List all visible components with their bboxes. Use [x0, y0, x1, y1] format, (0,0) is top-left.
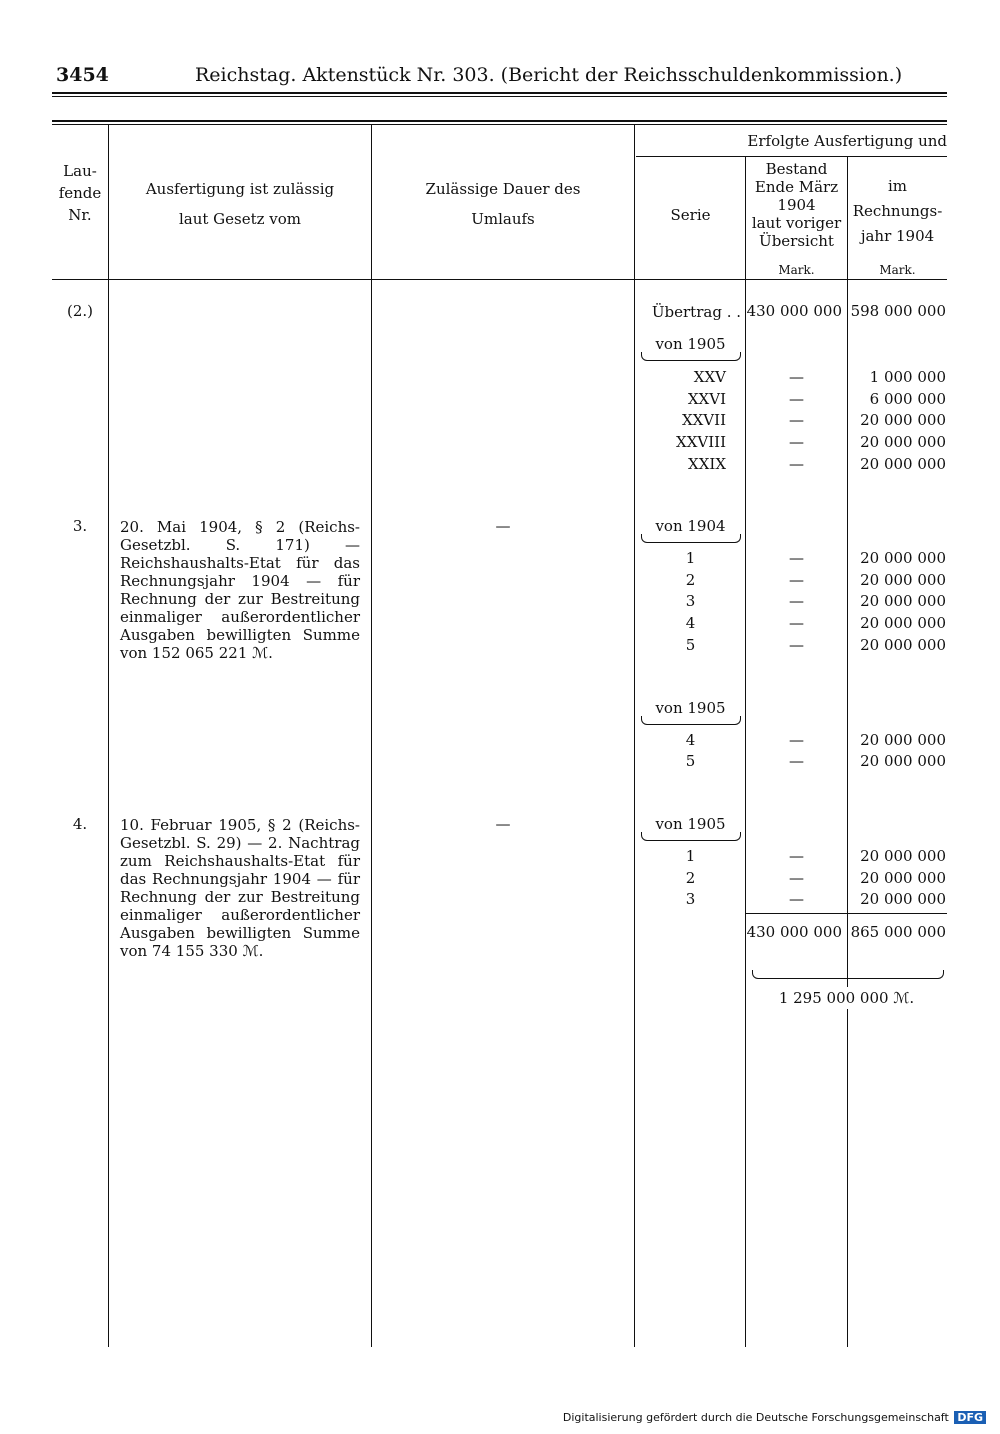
uebertrag-bestand: 430 000 000: [746, 302, 842, 320]
header-gesetz: Ausfertigung ist zulässig laut Gesetz vom: [145, 180, 335, 228]
jahr-value: 20 000 000: [860, 411, 946, 429]
serie-value: 1: [685, 847, 696, 865]
brace: [641, 534, 741, 543]
header-rechnungsjahr: im Rechnungs- jahr 1904: [852, 177, 943, 245]
jahr-value: 20 000 000: [860, 869, 946, 887]
serie-value: 2: [685, 869, 696, 887]
jahr-value: 1 000 000: [869, 368, 946, 386]
von-year: von 1904: [655, 517, 726, 535]
bestand-value: —: [789, 847, 804, 865]
bestand-value: —: [789, 636, 804, 654]
header-lfd-nr: Lau- fende Nr.: [58, 162, 102, 224]
serie-value: XXVI: [687, 390, 726, 408]
jahr-value: 20 000 000: [860, 433, 946, 451]
jahr-value: 20 000 000: [860, 571, 946, 589]
dfg-logo: DFG: [954, 1411, 986, 1424]
table-top-rule: [52, 120, 947, 122]
serie-value: 4: [685, 731, 696, 749]
bestand-value: —: [789, 592, 804, 610]
header-rule-thin: [52, 96, 947, 97]
total-brace: [752, 970, 944, 979]
serie-value: 2: [685, 571, 696, 589]
serie-value: XXV: [693, 368, 726, 386]
bestand-value: —: [789, 433, 804, 451]
von-year: von 1905: [655, 335, 726, 353]
jahr-value: 20 000 000: [860, 549, 946, 567]
running-title: Reichstag. Aktenstück Nr. 303. (Bericht der Reichsschuldenkommission.): [195, 64, 903, 86]
bestand-value: —: [789, 411, 804, 429]
bestand-value: —: [789, 455, 804, 473]
col-divider-3: [634, 124, 635, 1347]
serie-value: XXVII: [681, 411, 726, 429]
bestand-value: —: [789, 731, 804, 749]
jahr-value: 20 000 000: [860, 636, 946, 654]
jahr-value: 20 000 000: [860, 592, 946, 610]
serie-value: 5: [685, 752, 696, 770]
grand-total: 1 295 000 000 ℳ.: [746, 987, 947, 1009]
law-reference: 10. Februar 1905, § 2 (Reichs-Gesetzbl. S. 29) — 2. Nachtrag zum Reichshaushalts-Etat für das Rechnungsjahr 1904 — für Rechnung der zur Bestreitung einmaliger außerordentlicher Ausgaben bewilligten Summe von 74 155 330 ℳ.: [120, 816, 360, 960]
jahr-value: 20 000 000: [860, 614, 946, 632]
serie-value: 3: [685, 592, 696, 610]
law-reference: 20. Mai 1904, § 2 (Reichs-Gesetzbl. S. 171) — Reichshaushalts-Etat für das Rechnungsjahr 1904 — für Rechnung der zur Bestreitung einmaliger außerordentlicher Ausgaben bewilligten Summe von 152 065 221 ℳ.: [120, 518, 360, 662]
unit-label-bestand: Mark.: [778, 263, 815, 277]
bestand-value: —: [789, 390, 804, 408]
bestand-value: —: [789, 614, 804, 632]
bestand-value: —: [789, 869, 804, 887]
serie-value: XXIX: [688, 455, 726, 473]
col-divider-1: [108, 124, 109, 1347]
brace: [641, 352, 741, 361]
brace: [641, 832, 741, 841]
jahr-value: 20 000 000: [860, 455, 946, 473]
header-rule: [52, 92, 947, 94]
header-serie: Serie: [670, 206, 711, 224]
serie-value: 4: [685, 614, 696, 632]
serie-value: 5: [685, 636, 696, 654]
footer-text: Digitalisierung gefördert durch die Deutsche Forschungsgemeinschaft: [562, 1411, 949, 1424]
digitization-credit: [563, 1411, 986, 1424]
unit-label-jahr: Mark.: [879, 263, 916, 277]
header-group: Erfolgte Ausfertigung und: [747, 132, 947, 150]
header-bestand: Bestand Ende März 1904 laut voriger Übersicht: [751, 160, 842, 250]
total-jahr: 865 000 000: [850, 923, 946, 941]
group-rule: [636, 156, 947, 157]
serie-value: 1: [685, 549, 696, 567]
page-number: 3454: [56, 64, 109, 86]
header-dauer: Zulässige Dauer des Umlaufs: [425, 180, 581, 228]
jahr-value: 20 000 000: [860, 890, 946, 908]
brace: [641, 716, 741, 725]
von-year: von 1905: [655, 815, 726, 833]
bestand-value: —: [789, 549, 804, 567]
row-number: (2.): [66, 302, 93, 320]
uebertrag-label: Übertrag . .: [651, 303, 741, 321]
bestand-value: —: [789, 571, 804, 589]
row-number: 3.: [72, 517, 88, 535]
jahr-value: 20 000 000: [860, 752, 946, 770]
row-number: 4.: [72, 815, 88, 833]
table-top-rule-thin: [52, 124, 947, 125]
total-rule: [746, 913, 947, 914]
serie-value: 3: [685, 890, 696, 908]
bestand-value: —: [789, 752, 804, 770]
total-bestand: 430 000 000: [746, 923, 842, 941]
jahr-value: 20 000 000: [860, 847, 946, 865]
dauer-value: —: [495, 815, 511, 833]
uebertrag-jahr: 598 000 000: [850, 302, 946, 320]
col-divider-2: [371, 124, 372, 1347]
jahr-value: 20 000 000: [860, 731, 946, 749]
dauer-value: —: [495, 517, 511, 535]
bestand-value: —: [789, 368, 804, 386]
von-year: von 1905: [655, 699, 726, 717]
bestand-value: —: [789, 890, 804, 908]
jahr-value: 6 000 000: [869, 390, 946, 408]
serie-value: XXVIII: [676, 433, 726, 451]
